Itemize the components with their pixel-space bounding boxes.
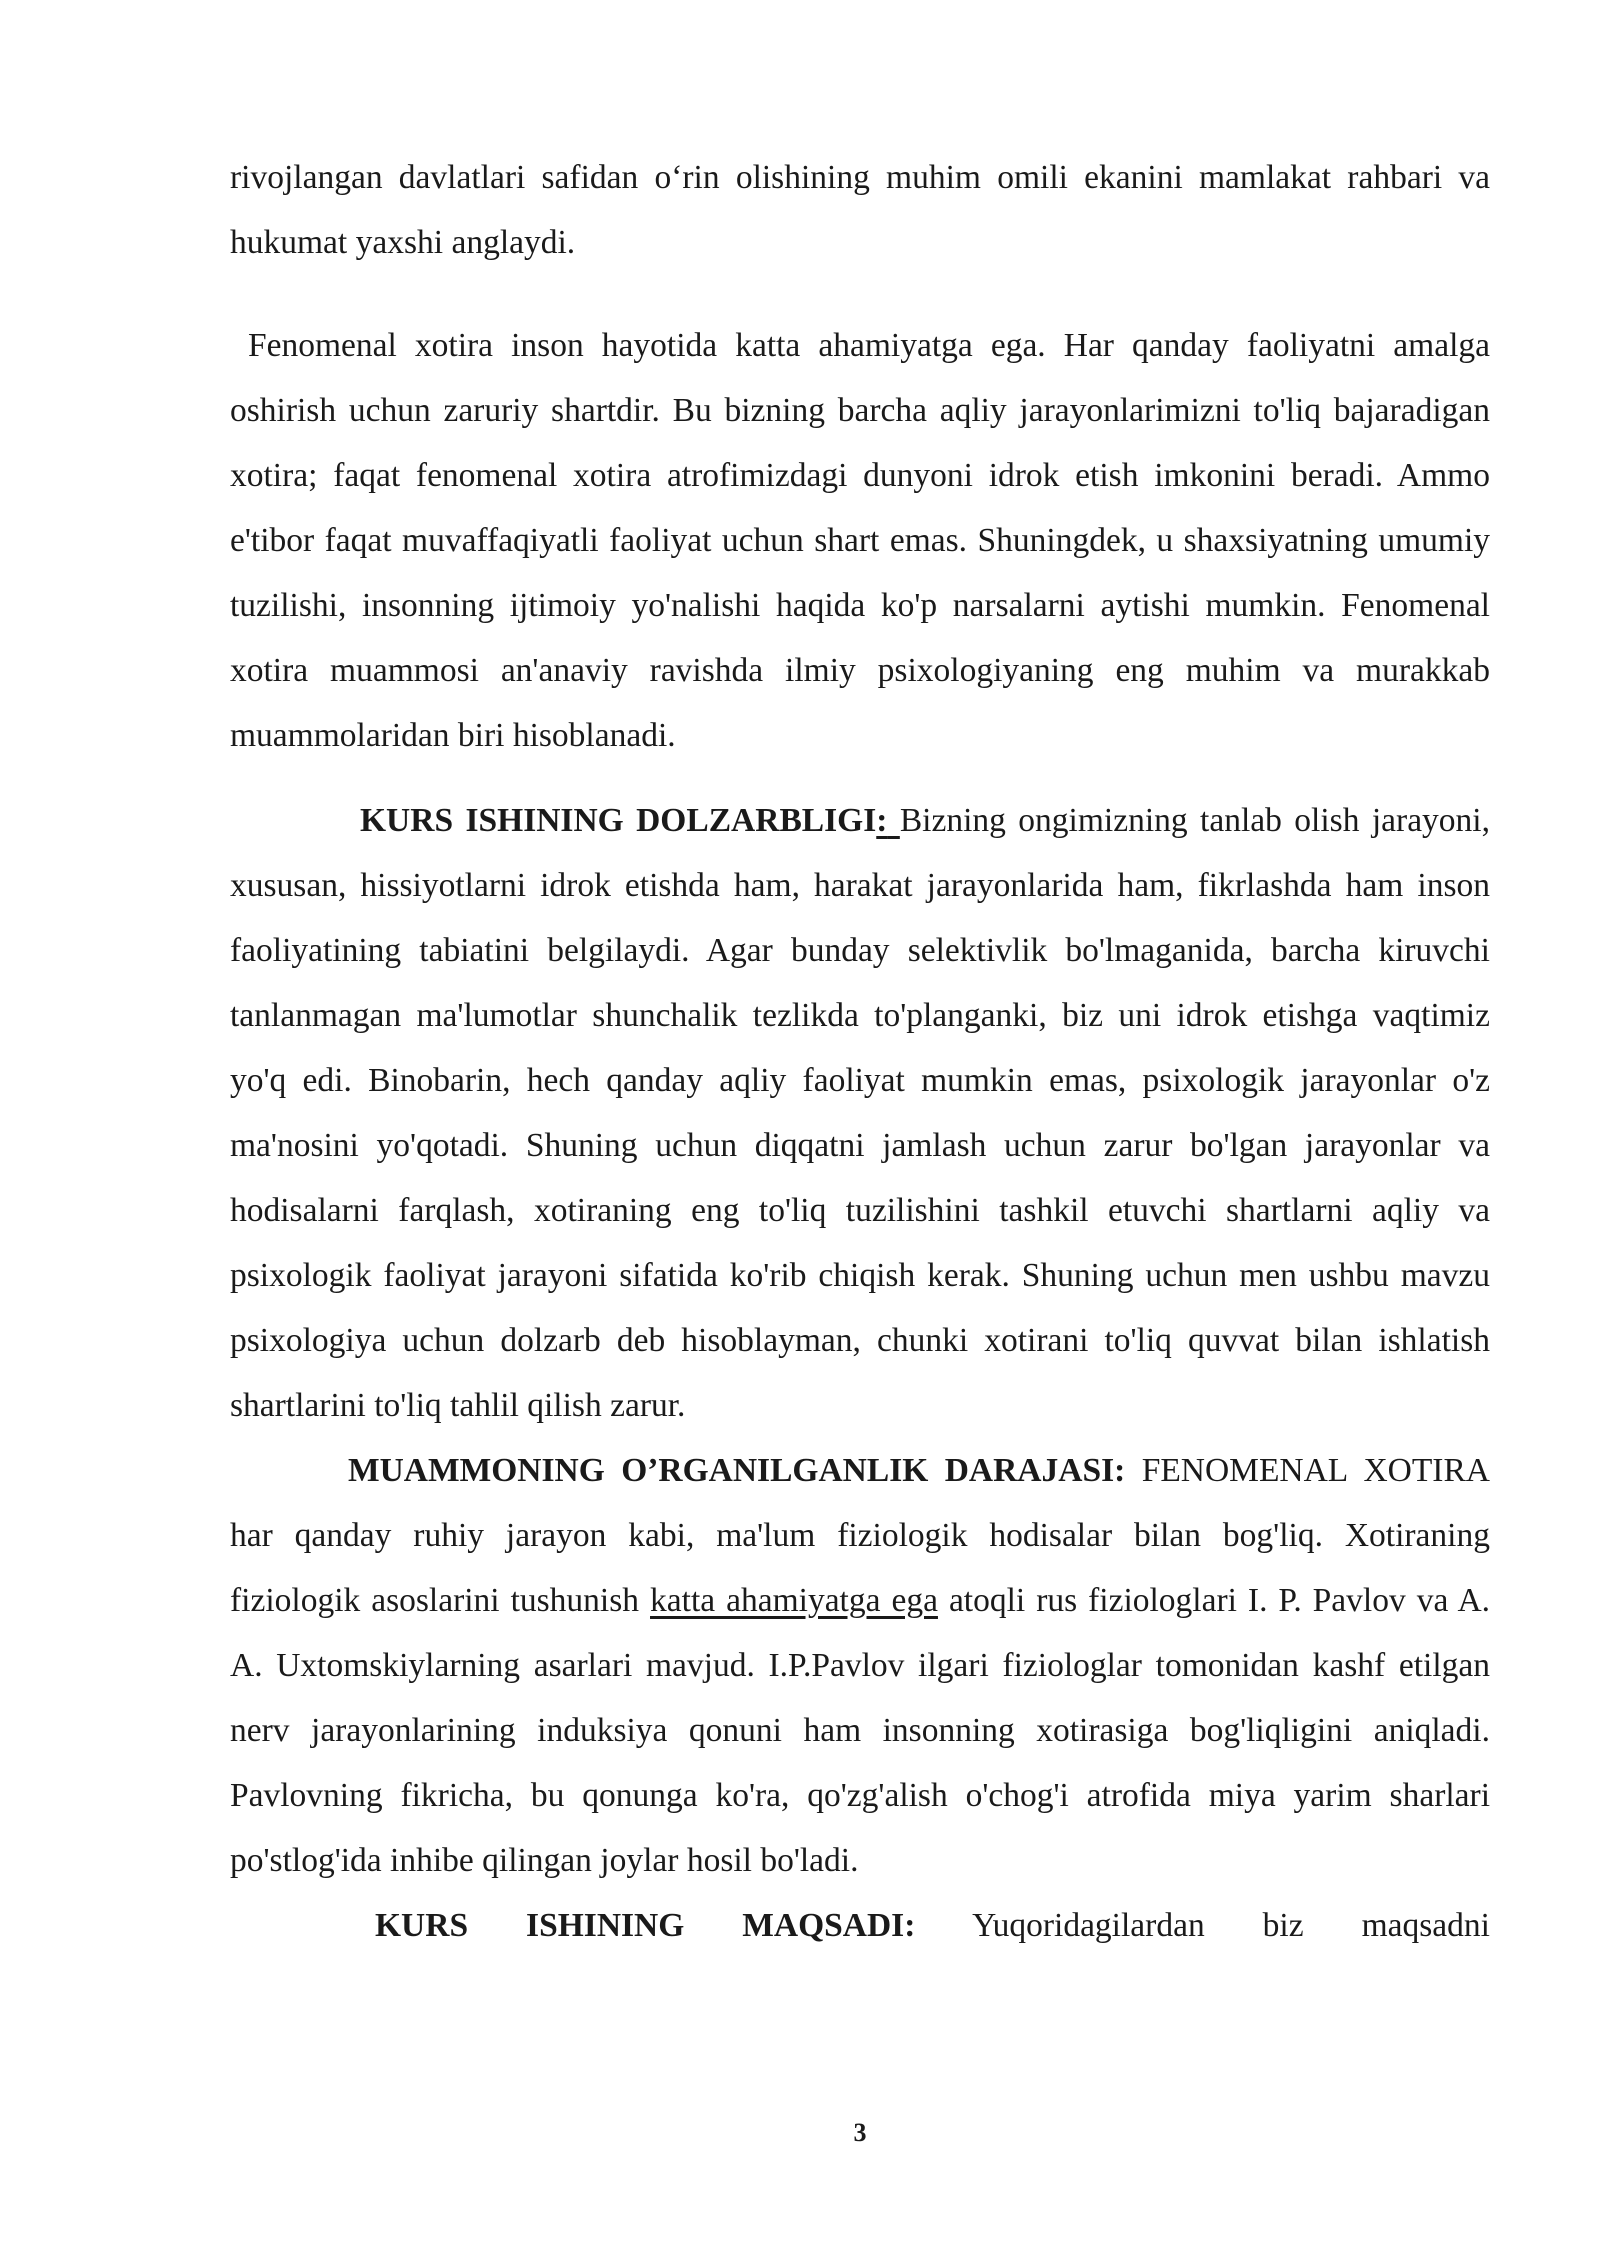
underlined-phrase: katta ahamiyatga ega [650, 1582, 938, 1619]
paragraph-maqsadi [230, 1893, 1490, 1958]
organilganlik-body-b: atoqli rus fiziologlari I. P. Pavlov va A. A. Uxtomskiylarning asarlari mavjud. I.P.Pavlov ilgari fiziologlar tomonidan kashf etilgan nerv jarayonlarining induksiya qonuni ham insonning xotirasiga bog'liqligini aniqladi. Pavlovning fikricha, bu qonunga ko'ra, qo'zg'alish o'chog'i atrofida miya yarim sharlari po'stlog'ida inhibe qilingan joylar hosil bo'ladi. [230, 1582, 1491, 1879]
maqsadi-body: Yuqoridagilardan biz maqsadni [972, 1907, 1490, 1944]
paragraph-intro: rivojlangan davlatlari safidan o‘rin olishining muhim omili ekanini mamlakat rahbari va hukumat yaxshi anglaydi. [230, 159, 1490, 261]
paragraph-fenomenal-xotira: Fenomenal xotira inson hayotida katta ahamiyatga ega. Har qanday faoliyatni amalga oshirish uchun zaruriy shartdir. Bu bizning barcha aqliy jarayonlarimizni to'liq bajaradigan xotira; faqat fenomenal xotira atrofimizdagi dunyoni idrok etish imkonini beradi. Ammo e'tibor faqat muvaffaqiyatli faoliyat uchun shart emas. Shuningdek, u shaxsiyatning umumiy tuzilishi, insonning ijtimoiy yo'nalishi haqida ko'p narsalarni aytishi mumkin. Fenomenal xotira muammosi an'anaviy ravishda ilmiy psixologiyaning eng muhim va murakkab muammolaridan biri hisoblanadi. [230, 327, 1490, 754]
dolzarbligi-body: Bizning ongimizning tanlab olish jarayoni, xususan, hissiyotlarni idrok etishda ham, harakat jarayonlarida ham, fikrlashda ham inson faoliyatining tabiatini belgilaydi. Agar bunday selektivlik bo'lmaganida, barcha kiruvchi tanlanmagan ma'lumotlar shunchalik tezlikda to'planganki, biz uni idrok etishga vaqtimiz yo'q edi. Binobarin, hech qanday aqliy faoliyat mumkin emas, psixologik jarayonlar o'z ma'nosini yo'qotadi. Shuning uchun diqqatni jamlash uchun zarur bo'lgan jarayonlar va hodisalarni farqlash, xotiraning eng to'liq tuzilishini tashkil etuvchi shartlarni aqliy va psixologik faoliyat jarayoni sifatida ko'rib chiqish kerak. Shuning uchun men ushbu mavzu psixologiya uchun dolzarb deb hisoblayman, chunki xotirani to'liq quvvat bilan ishlatish shartlarini to'liq tahlil qilish zarur. [230, 802, 1490, 1424]
section-heading-dolzarbligi: KURS ISHINING DOLZARBLIGI [360, 802, 877, 839]
heading-colon: : [876, 802, 888, 839]
page-number: 3 [853, 2118, 867, 2147]
paragraph-dolzarbligi [230, 788, 1490, 1438]
organilganlik-body-a: FENOMENAL XOTIRA har qanday ruhiy jarayon kabi, ma'lum fiziologik hodisalar bilan bog'liq. Xotiraning fiziologik asoslarini tushunish [230, 1452, 1490, 1619]
document-page [230, 145, 1490, 1958]
paragraph-organilganlik [230, 1438, 1490, 1893]
section-heading-organilganlik: MUAMMONING O’RGANILGANLIK DARAJASI: [348, 1452, 1126, 1489]
section-heading-maqsadi: KURS ISHINING MAQSADI: [375, 1907, 916, 1944]
underlined-space [887, 802, 899, 839]
